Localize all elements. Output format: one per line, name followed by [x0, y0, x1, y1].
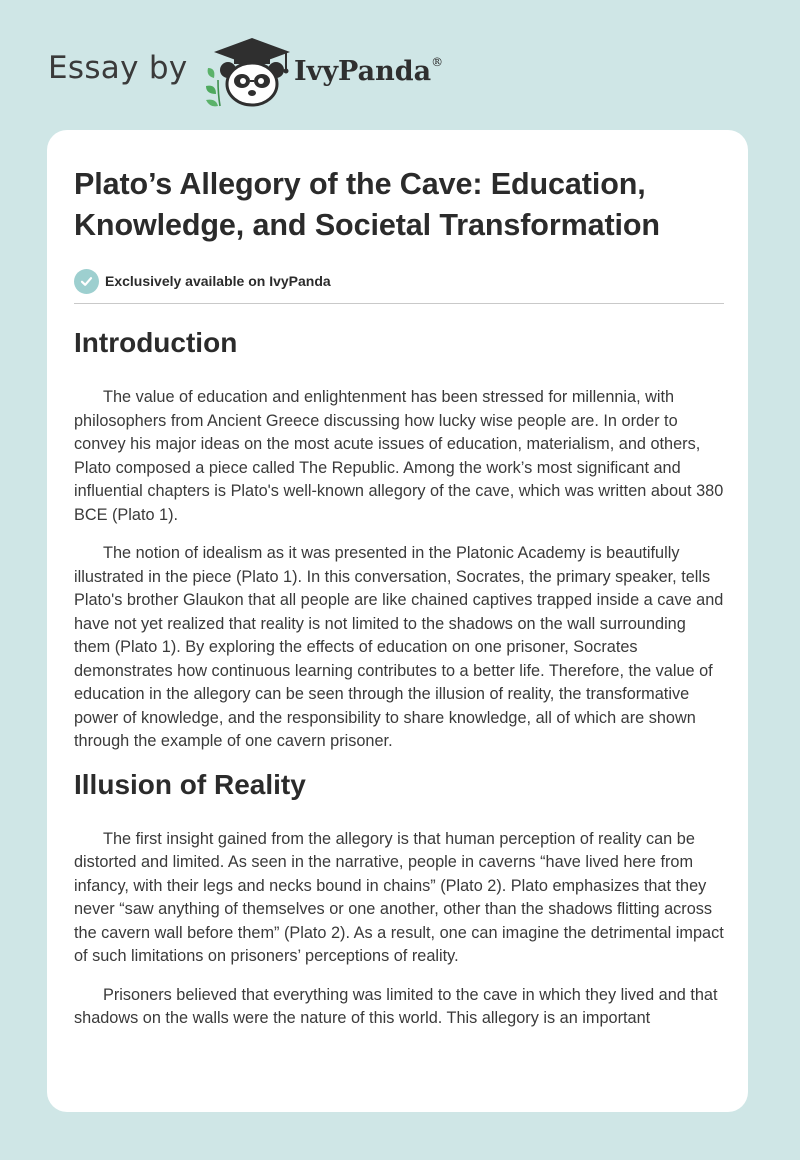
registered-mark: ®: [431, 55, 444, 69]
brand-name-text: IvyPanda: [294, 56, 432, 87]
essay-by-label: Essay by: [48, 50, 188, 86]
section-heading-illusion-of-reality: Illusion of Reality: [74, 768, 306, 800]
essay-card: [47, 130, 748, 1112]
essay-content: [74, 164, 724, 1031]
essay-title: Plato’s Allegory of the Cave: Education, Knowledge, and Societal Transformation: [74, 167, 660, 242]
paragraph: The first insight gained from the allegory is that human perception of reality can be distorted and limited. As seen in the narrative, people in caverns “have lived here from infancy, with their legs and necks bound in chains” (Plato 2). Plato emphasizes that they never “saw anything of themselves or one another, other than the shadows flitting across the cavern wall before them” (Plato 2). As a result, one can imagine the detrimental impact of such limitations on prisoners’ perceptions of reality.: [74, 829, 724, 965]
paragraph: The value of education and enlightenment has been stressed for millennia, with philosophers from Ancient Greece discussing how lucky wise people are. In order to convey his major ideas on the most acute issues of education, materialism, and others, Plato composed a piece called The Republic. Among the work’s most significant and influential chapters is Plato's well-known allegory of the cave, which was written about 380 BCE (Plato 1).: [74, 388, 724, 524]
paragraph: Prisoners believed that everything was limited to the cave in which they lived and that shadows on the walls were the nature of this world. This allegory is an important: [74, 985, 718, 1027]
title-divider: [74, 303, 724, 304]
exclusive-label: Exclusively available on IvyPanda: [105, 273, 331, 289]
section-heading-introduction: Introduction: [74, 327, 238, 358]
exclusive-badge: [74, 267, 724, 295]
ivypanda-logo-icon[interactable]: [200, 36, 296, 108]
brand-header: [48, 36, 508, 108]
check-icon: [74, 269, 99, 294]
paragraph: The notion of idealism as it was presented in the Platonic Academy is beautifully illustrated in the piece (Plato 1). In this conversation, Socrates, the primary speaker, tells Plato's brother Glaukon that all people are like chained captives trapped inside a cave and have not yet realized that reality is not limited to the shadows on the wall surrounding them (Plato 1). By exploring the effects of education on one prisoner, Socrates demonstrates how continuous learning contributes to a better life. Therefore, the value of education in the allegory can be seen through the illusion of reality, the transformative power of knowledge, and the responsibility to share knowledge, all of which are shown through the example of one cavern prisoner.: [74, 544, 724, 750]
brand-name[interactable]: [294, 56, 443, 87]
